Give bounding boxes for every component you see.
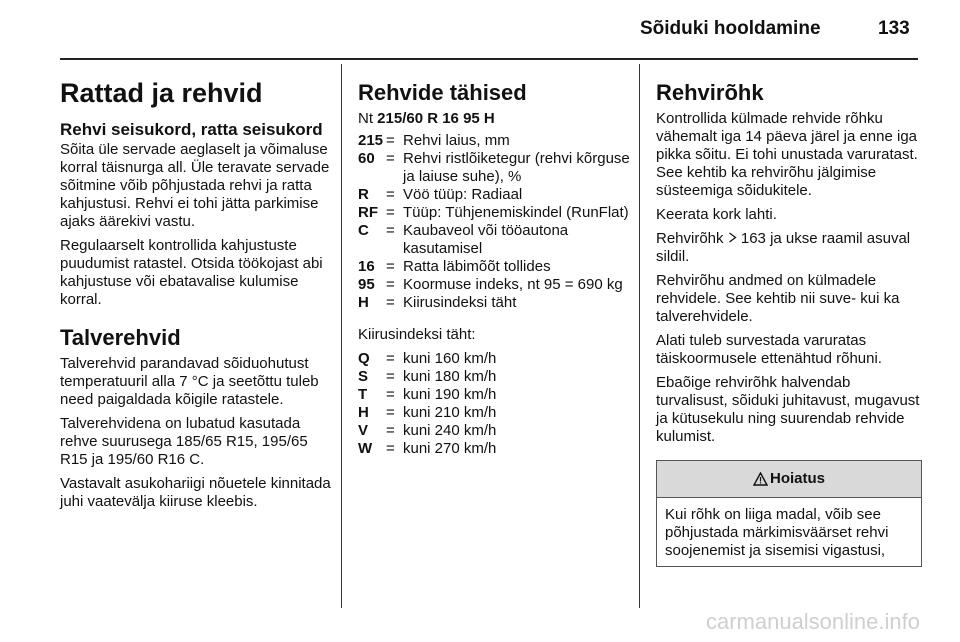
column-right [656,64,922,567]
definition-row [358,150,630,186]
definition-term: H [358,294,369,311]
warning-header [657,461,921,498]
speed-letter: Q [358,350,370,367]
speed-letter: H [358,404,369,421]
speed-row [358,422,630,440]
designation-example [358,110,630,128]
column-middle [358,64,630,458]
equals-sign: = [386,440,395,457]
warning-triangle-icon [753,472,768,486]
definition-text: Tüüp: Tühjenemiskindel (RunFlat) [403,204,629,221]
definition-row [358,204,630,222]
tyre-condition-paragraph-1: Sõita üle servade aeglaselt ja võimaluse korral täisnurga all. Üle teravate servade sõitmine võib põhjustada rehvi ja ratta kahjustusi. Rehvi ei tohi jätta parkimise ajaks äärekivi vastu. [60,141,330,230]
warning-text: Kui rõhk on liiga madal, võib see põhjustada märkimisväärset rehvi soojenemist ja sisemisi vigastusi, [665,506,889,559]
spacer [358,312,630,326]
definition-text: Kaubaveol või tööautona kasutamisel [403,222,569,257]
watermark: carmanualsonline.info [705,609,920,634]
definition-row [358,258,630,276]
winter-tyres-paragraph-3: Vastavalt asukohariigi nõuetele kinnitada juhi vaatevälja kiiruse kleebis. [60,475,331,510]
equals-sign: = [386,204,395,221]
speed-value: kuni 190 km/h [403,386,497,403]
equals-sign: = [386,294,395,311]
equals-sign: = [386,258,395,275]
example-code: 215/60 R 16 95 H [377,110,495,127]
definition-term: C [358,222,369,239]
speed-row [358,386,630,404]
speed-index-label: Kiirusindeksi täht: [358,326,476,343]
definition-term: 95 [358,276,375,293]
equals-sign: = [386,350,395,367]
tyre-pressure-paragraph-2: Keerata kork lahti. [656,206,777,223]
equals-sign: = [386,186,395,203]
speed-row [358,404,630,422]
warning-body [657,498,921,566]
winter-tyres-paragraph-1: Talverehvid parandavad sõiduohutust temperatuuril alla 7 °C ja seetõttu tuleb need paigaldada kõigile ratastele. [60,355,319,408]
speed-value: kuni 240 km/h [403,422,497,439]
header-rule [60,58,918,60]
column-left [60,64,332,517]
tyre-condition-paragraph-2: Regulaarselt kontrollida kahjustuste puudumist ratastel. Otsida töökojast abi kahjustuse või ebatavalise kulumise korral. [60,237,323,308]
example-prefix: Nt [358,110,373,127]
definition-row [358,222,630,258]
equals-sign: = [386,422,395,439]
definition-term: 16 [358,258,375,275]
tyre-pressure-heading: Rehvirõhk [656,80,764,105]
column-divider-1 [341,64,342,608]
equals-sign: = [386,404,395,421]
definition-term: R [358,186,369,203]
warning-title: Hoiatus [769,470,825,487]
speed-letter: V [358,422,369,439]
speed-value: kuni 160 km/h [403,350,497,367]
page-ref-prefix: Rehvirõhk [656,230,724,247]
tyre-designations-heading: Rehvide tähised [358,80,527,105]
equals-sign: = [386,386,395,403]
speed-letter: W [358,440,373,457]
section-title: Sõiduki hooldamine [640,18,821,39]
speed-letter: T [358,386,368,403]
definition-text: Rehvi laius, mm [403,132,510,149]
winter-tyres-heading: Talverehvid [60,325,181,350]
definition-term: 215 [358,132,384,149]
column-divider-2 [639,64,640,608]
definition-row [358,132,630,150]
definition-text: Kiirusindeksi täht [403,294,517,311]
speed-row [358,440,630,458]
speed-row [358,368,630,386]
equals-sign: = [386,132,395,149]
tyre-condition-heading: Rehvi seisukord, ratta seisukord [60,120,323,139]
winter-tyres-paragraph-2: Talverehvidena on lubatud kasutada rehve suurusega 185/65 R15, 195/65 R15 ja 195/60 R16 C. [60,415,308,468]
definition-text: Rehvi ristlõiketegur (rehvi kõrguse ja laiuse suhe), % [403,150,630,185]
speed-letter: S [358,368,369,385]
designation-list [358,132,630,312]
warning-box [656,460,922,567]
speed-index-list [358,350,630,458]
tyre-pressure-paragraph-6: Ebaõige rehvirõhk halvendab turvalisust, sõiduki juhitavust, mugavust ja kütusekulu ning suurendab rehvide kulumist. [656,374,920,445]
tyre-pressure-paragraph-4: Rehvirõhu andmed on külmadele rehvidele. See kehtib nii suve- kui ka talverehvidele. [656,272,900,325]
definition-row [358,186,630,204]
tyre-pressure-paragraph-3 [656,230,922,266]
page-ref-suffix: 163 ja ukse raamil asuval sildil. [656,230,911,265]
page-number: 133 [878,18,910,39]
equals-sign: = [386,222,395,239]
equals-sign: = [386,276,395,293]
tyre-pressure-paragraph-1: Kontrollida külmade rehvide rõhku vähemalt iga 14 päeva järel ja enne iga pikka sõitu. Ei tohi unustada varuratast. See kehtib ka rehvirõhu jälgimise süsteemiga sõidukitele. [656,110,918,199]
speed-row [358,350,630,368]
tyre-pressure-paragraph-5: Alati tuleb survestada varuratas täiskoormusele ettenähtud rõhuni. [656,332,882,367]
definition-text: Ratta läbimõõt tollides [403,258,551,275]
definition-term: 60 [358,150,375,167]
speed-value: kuni 270 km/h [403,440,497,457]
definition-term: RF [358,204,378,221]
equals-sign: = [386,150,395,167]
page-ref-arrow-icon [728,232,737,243]
chapter-title: Rattad ja rehvid [60,78,263,108]
definition-text: Koormuse indeks, nt 95 = 690 kg [403,276,623,293]
definition-text: Vöö tüüp: Radiaal [403,186,523,203]
speed-value: kuni 180 km/h [403,368,497,385]
definition-row [358,294,630,312]
speed-value: kuni 210 km/h [403,404,497,421]
equals-sign: = [386,368,395,385]
definition-row [358,276,630,294]
